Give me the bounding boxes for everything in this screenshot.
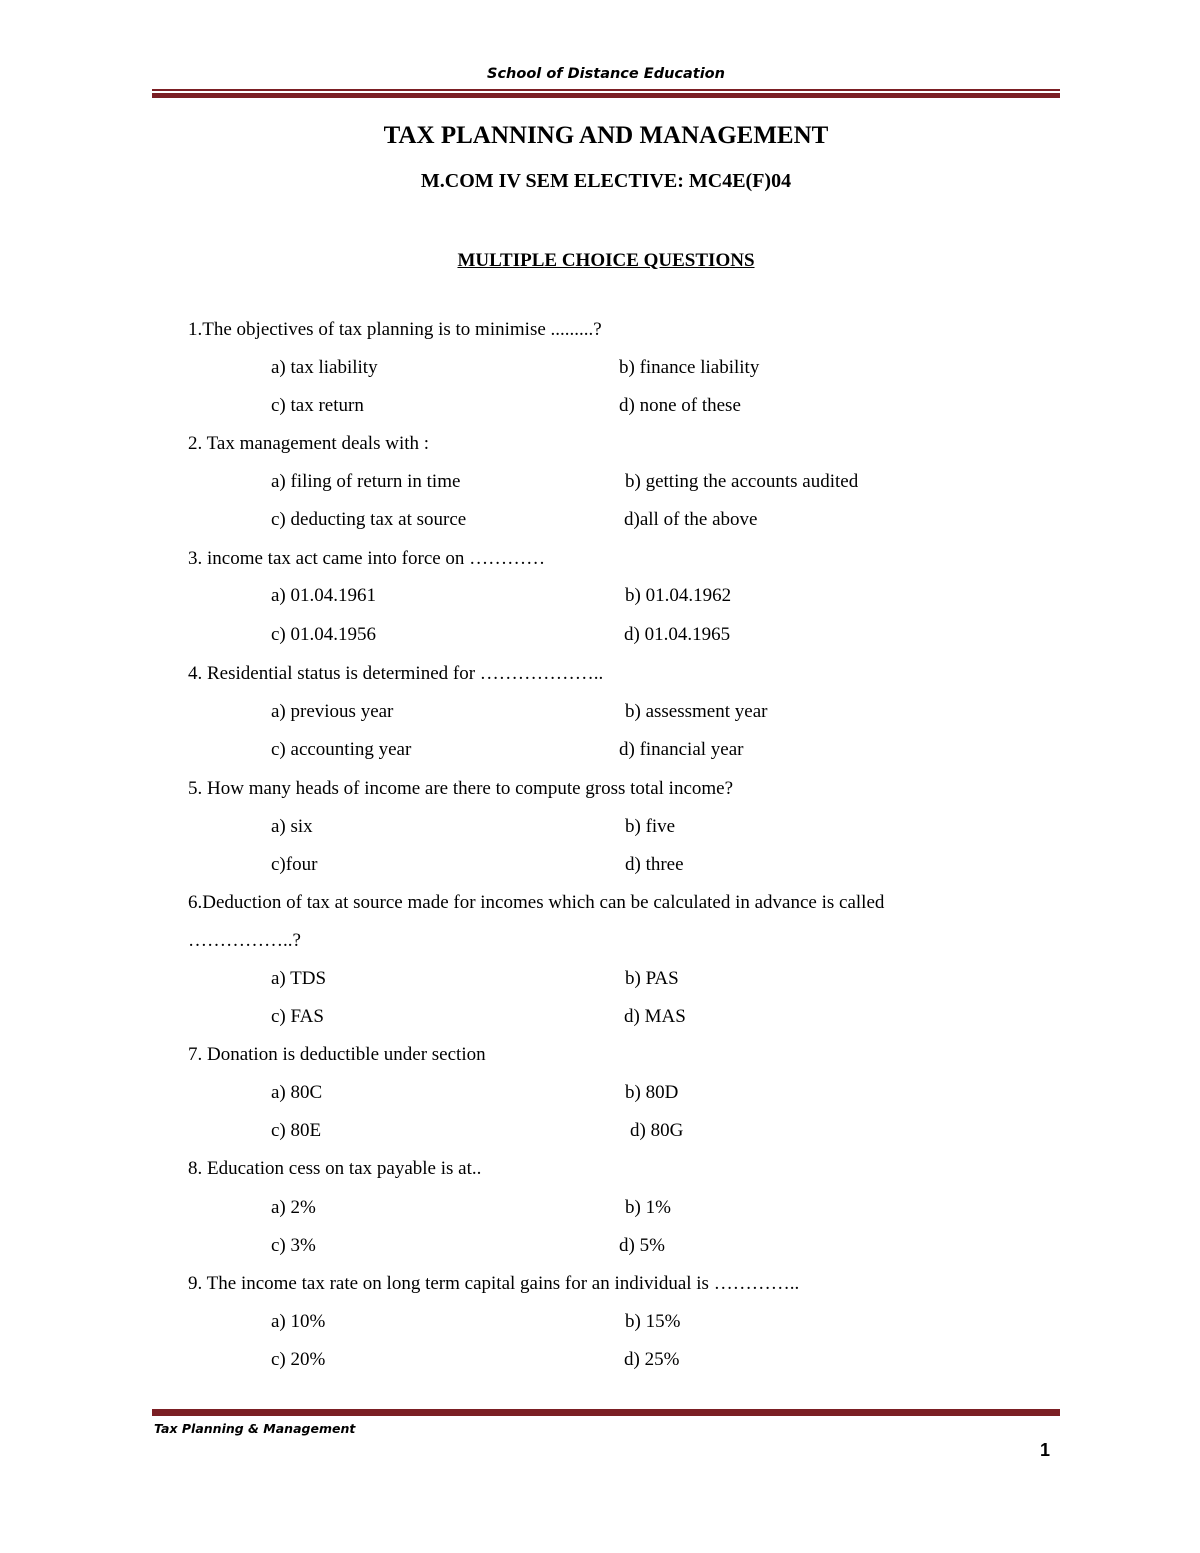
document-subtitle: M.COM IV SEM ELECTIVE: MC4E(F)04 bbox=[420, 170, 792, 192]
q5-option-a: a) six bbox=[271, 816, 313, 837]
question-9: 9. The income tax rate on long term capital gains for an individual is ………….. bbox=[188, 1273, 800, 1294]
q1-option-a: a) tax liability bbox=[271, 357, 378, 378]
q4-option-b: b) assessment year bbox=[625, 701, 768, 722]
q7-option-c: c) 80E bbox=[271, 1120, 322, 1141]
q2-option-c: c) deducting tax at source bbox=[271, 509, 467, 530]
page-footer: Tax Planning & Management bbox=[154, 1421, 356, 1436]
footer-rule-thick bbox=[152, 1409, 1060, 1416]
q6-option-a: a) TDS bbox=[271, 968, 327, 989]
q8-option-d: d) 5% bbox=[619, 1235, 665, 1256]
q8-option-a: a) 2% bbox=[271, 1197, 316, 1218]
q8-option-b: b) 1% bbox=[625, 1197, 671, 1218]
question-4: 4. Residential status is determined for ……………….. bbox=[188, 663, 604, 684]
q2-option-d: d)all of the above bbox=[624, 509, 758, 530]
q3-option-c: c) 01.04.1956 bbox=[271, 624, 377, 645]
q1-option-c: c) tax return bbox=[271, 395, 364, 416]
q7-option-b: b) 80D bbox=[625, 1082, 679, 1103]
q4-option-d: d) financial year bbox=[619, 739, 744, 760]
q9-option-b: b) 15% bbox=[625, 1311, 681, 1332]
header-rule-thin bbox=[152, 89, 1060, 91]
page-header: School of Distance Education bbox=[487, 66, 725, 82]
question-7: 7. Donation is deductible under section bbox=[188, 1044, 486, 1065]
q3-option-b: b) 01.04.1962 bbox=[625, 585, 732, 606]
question-3: 3. income tax act came into force on ………… bbox=[188, 548, 546, 569]
q4-option-c: c) accounting year bbox=[271, 739, 412, 760]
q9-option-a: a) 10% bbox=[271, 1311, 326, 1332]
q5-option-b: b) five bbox=[625, 816, 676, 837]
q9-option-d: d) 25% bbox=[624, 1349, 680, 1370]
q3-option-a: a) 01.04.1961 bbox=[271, 585, 377, 606]
q8-option-c: c) 3% bbox=[271, 1235, 316, 1256]
q7-option-d: d) 80G bbox=[630, 1120, 684, 1141]
question-6: 6.Deduction of tax at source made for incomes which can be calculated in advance is called bbox=[188, 892, 885, 913]
question-8: 8. Education cess on tax payable is at.. bbox=[188, 1158, 482, 1179]
q2-option-b: b) getting the accounts audited bbox=[625, 471, 859, 492]
q6-option-d: d) MAS bbox=[624, 1006, 686, 1027]
header-rule-thick bbox=[152, 93, 1060, 98]
q7-option-a: a) 80C bbox=[271, 1082, 323, 1103]
q2-option-a: a) filing of return in time bbox=[271, 471, 461, 492]
question-1: 1.The objectives of tax planning is to minimise .........? bbox=[188, 319, 602, 340]
q5-option-c: c)four bbox=[271, 854, 318, 875]
q9-option-c: c) 20% bbox=[271, 1349, 326, 1370]
q4-option-a: a) previous year bbox=[271, 701, 394, 722]
q1-option-d: d) none of these bbox=[619, 395, 741, 416]
question-6-continuation: ……………..? bbox=[188, 930, 301, 951]
q6-option-c: c) FAS bbox=[271, 1006, 324, 1027]
q3-option-d: d) 01.04.1965 bbox=[624, 624, 731, 645]
q1-option-b: b) finance liability bbox=[619, 357, 760, 378]
q5-option-d: d) three bbox=[625, 854, 684, 875]
section-heading: MULTIPLE CHOICE QUESTIONS bbox=[457, 250, 755, 271]
page-number: 1 bbox=[1040, 1440, 1051, 1460]
question-2: 2. Tax management deals with : bbox=[188, 433, 430, 454]
question-5: 5. How many heads of income are there to compute gross total income? bbox=[188, 778, 734, 799]
document-title: TAX PLANNING AND MANAGEMENT bbox=[383, 122, 829, 149]
q6-option-b: b) PAS bbox=[625, 968, 679, 989]
